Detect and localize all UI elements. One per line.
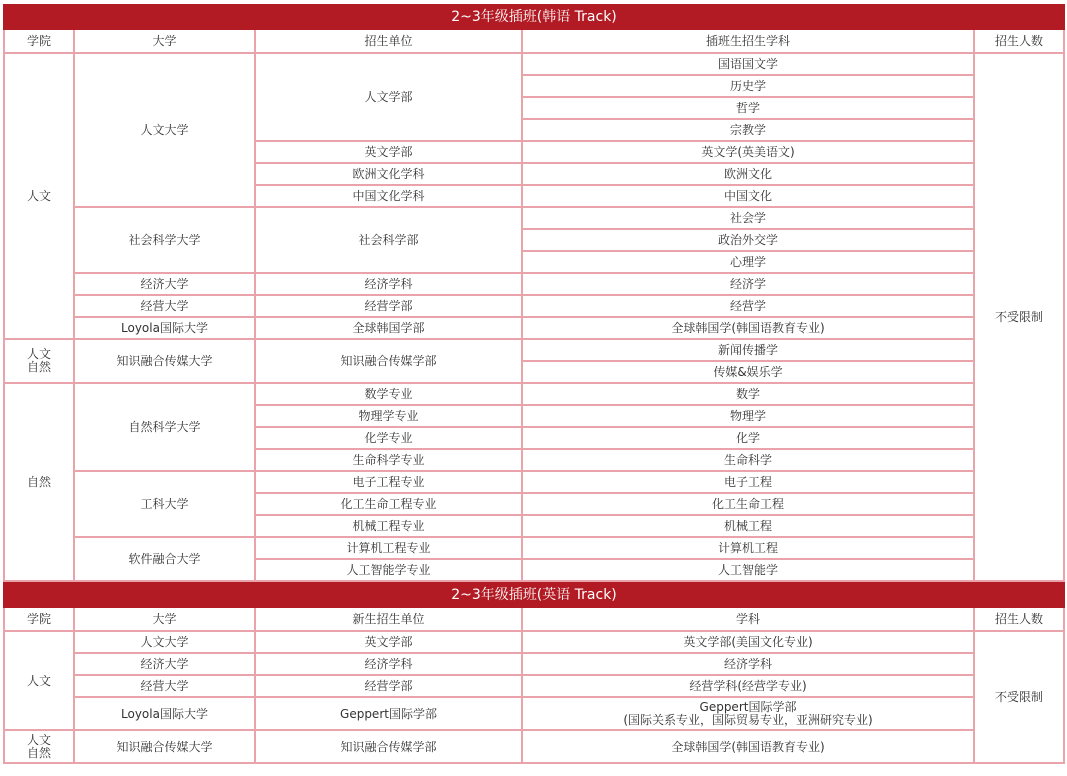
college-cell: 人文 xyxy=(4,53,74,339)
subject-cell: 化工生命工程 xyxy=(522,493,974,515)
header-university: 大学 xyxy=(74,29,255,53)
subject-cell: 心理学 xyxy=(522,251,974,273)
subject-cell: 经营学 xyxy=(522,295,974,317)
unit-cell: 化工生命工程专业 xyxy=(255,493,522,515)
subject-cell: 英文学(英美语文) xyxy=(522,141,974,163)
unit-cell: 经济学科 xyxy=(255,653,522,675)
university-cell: 社会科学大学 xyxy=(74,207,255,273)
subject-cell: 欧洲文化 xyxy=(522,163,974,185)
header-quota: 招生人数 xyxy=(974,29,1064,53)
unit-cell: 人工智能学专业 xyxy=(255,559,522,581)
university-cell: 经济大学 xyxy=(74,273,255,295)
subject-note: (国际关系专业，国际贸易专业，亚洲研究专业) xyxy=(623,712,873,727)
university-cell: 工科大学 xyxy=(74,471,255,537)
quota-cell: 不受限制 xyxy=(974,631,1064,763)
subject-cell: 物理学 xyxy=(522,405,974,427)
subject-cell: 经济学科 xyxy=(522,653,974,675)
korean-track-table xyxy=(3,4,1065,582)
university-cell: 人文大学 xyxy=(74,53,255,207)
unit-cell: 数学专业 xyxy=(255,383,522,405)
subject-cell: 全球韩国学(韩国语教育专业) xyxy=(522,730,974,763)
college-cell: 人文 自然 xyxy=(4,339,74,383)
unit-cell: 生命科学专业 xyxy=(255,449,522,471)
unit-cell: 社会科学部 xyxy=(255,207,522,273)
college-cell: 人文 xyxy=(4,631,74,730)
subject-cell: 历史学 xyxy=(522,75,974,97)
subject-cell: 电子工程 xyxy=(522,471,974,493)
admission-tables xyxy=(3,4,1063,764)
header-quota: 招生人数 xyxy=(974,607,1064,631)
unit-cell: 经营学部 xyxy=(255,675,522,697)
header-unit: 新生招生单位 xyxy=(255,607,522,631)
subject-cell: 经营学科(经营学专业) xyxy=(522,675,974,697)
unit-cell: 知识融合传媒学部 xyxy=(255,730,522,763)
header-unit: 招生单位 xyxy=(255,29,522,53)
unit-cell: 中国文化学科 xyxy=(255,185,522,207)
subject-cell: 英文学部(美国文化专业) xyxy=(522,631,974,653)
unit-cell: 欧洲文化学科 xyxy=(255,163,522,185)
subject-cell: 中国文化 xyxy=(522,185,974,207)
unit-cell: 经营学部 xyxy=(255,295,522,317)
subject-cell: 传媒&娱乐学 xyxy=(522,361,974,383)
header-college: 学院 xyxy=(4,29,74,53)
quota-cell: 不受限制 xyxy=(974,53,1064,581)
college-cell: 自然 xyxy=(4,383,74,581)
subject-cell: 数学 xyxy=(522,383,974,405)
unit-cell: Geppert国际学部 xyxy=(255,697,522,730)
subject-cell xyxy=(522,697,974,730)
subject-cell: 社会学 xyxy=(522,207,974,229)
unit-cell: 经济学科 xyxy=(255,273,522,295)
english-track-title: 2~3年级插班(英语 Track) xyxy=(4,583,1064,607)
university-cell: Loyola国际大学 xyxy=(74,697,255,730)
subject-cell: 政治外交学 xyxy=(522,229,974,251)
subject-cell: 机械工程 xyxy=(522,515,974,537)
unit-cell: 化学专业 xyxy=(255,427,522,449)
subject-cell: 新闻传播学 xyxy=(522,339,974,361)
subject-cell: 哲学 xyxy=(522,97,974,119)
unit-cell: 英文学部 xyxy=(255,631,522,653)
unit-cell: 人文学部 xyxy=(255,53,522,141)
header-college: 学院 xyxy=(4,607,74,631)
subject-cell: 生命科学 xyxy=(522,449,974,471)
university-cell: 知识融合传媒大学 xyxy=(74,730,255,763)
university-cell: Loyola国际大学 xyxy=(74,317,255,339)
subject-cell: 人工智能学 xyxy=(522,559,974,581)
university-cell: 软件融合大学 xyxy=(74,537,255,581)
subject-cell: 全球韩国学(韩国语教育专业) xyxy=(522,317,974,339)
unit-cell: 全球韩国学部 xyxy=(255,317,522,339)
header-university: 大学 xyxy=(74,607,255,631)
subject-cell: 经济学 xyxy=(522,273,974,295)
english-track-table xyxy=(3,582,1065,764)
subject-main: Geppert国际学部 xyxy=(699,699,797,714)
header-subject: 插班生招生学科 xyxy=(522,29,974,53)
university-cell: 知识融合传媒大学 xyxy=(74,339,255,383)
unit-cell: 计算机工程专业 xyxy=(255,537,522,559)
university-cell: 经济大学 xyxy=(74,653,255,675)
unit-cell: 知识融合传媒学部 xyxy=(255,339,522,383)
university-cell: 自然科学大学 xyxy=(74,383,255,471)
university-cell: 经营大学 xyxy=(74,295,255,317)
subject-cell: 化学 xyxy=(522,427,974,449)
subject-cell: 宗教学 xyxy=(522,119,974,141)
unit-cell: 机械工程专业 xyxy=(255,515,522,537)
subject-cell: 计算机工程 xyxy=(522,537,974,559)
unit-cell: 物理学专业 xyxy=(255,405,522,427)
college-cell: 人文 自然 xyxy=(4,730,74,763)
unit-cell: 电子工程专业 xyxy=(255,471,522,493)
university-cell: 人文大学 xyxy=(74,631,255,653)
korean-track-title: 2~3年级插班(韩语 Track) xyxy=(4,5,1064,29)
header-subject: 学科 xyxy=(522,607,974,631)
unit-cell: 英文学部 xyxy=(255,141,522,163)
subject-cell: 国语国文学 xyxy=(522,53,974,75)
university-cell: 经营大学 xyxy=(74,675,255,697)
